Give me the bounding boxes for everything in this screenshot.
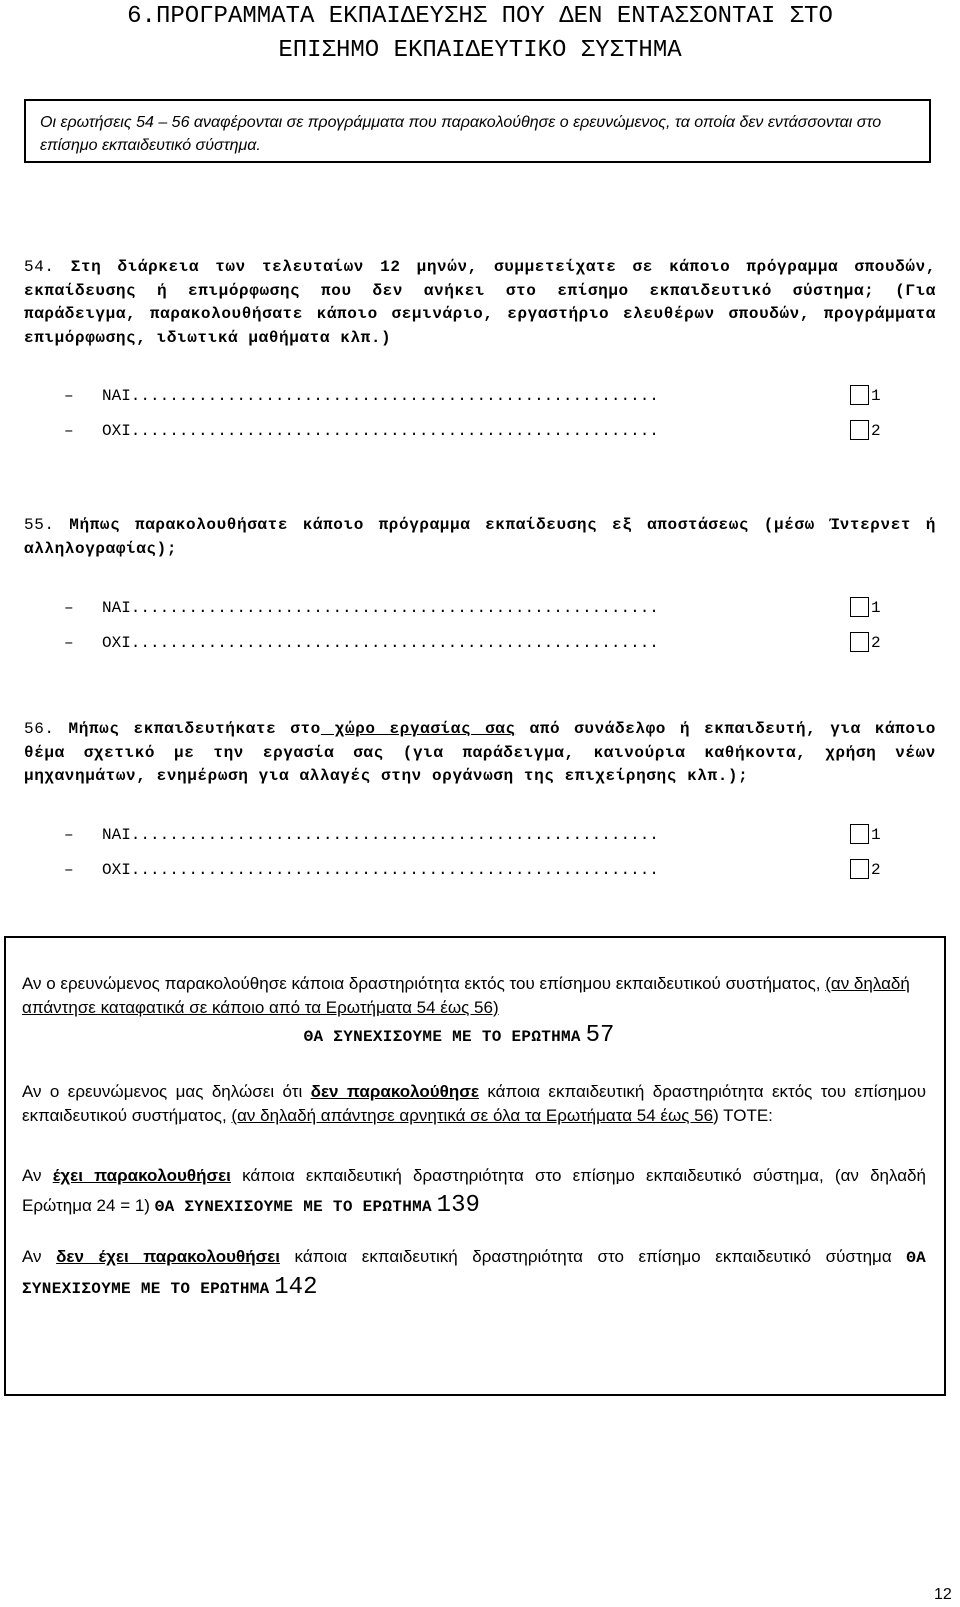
- checkbox[interactable]: [850, 824, 869, 844]
- target-question-number: 139: [436, 1192, 480, 1219]
- continue-label: ΘΑ ΣΥΝΕΧΙΣΟΥΜΕ ΜΕ ΤΟ ΕΡΩΤΗΜΑ: [303, 1028, 581, 1046]
- instruction-emphasis: έχει παρακολουθήσει: [52, 1166, 231, 1185]
- checkbox[interactable]: [850, 597, 869, 617]
- instructions-box: [4, 936, 946, 1396]
- instruction-text: Αν ο ερευνώμενος μας δηλώσει ότι: [22, 1082, 311, 1101]
- option-dash: –: [64, 599, 74, 617]
- instruction-text: ) ΤΟΤΕ:: [713, 1106, 773, 1125]
- question-text-underlined: χώρο εργασίας σας: [320, 720, 516, 738]
- page-number: 12: [934, 1586, 952, 1603]
- target-question-number: 57: [585, 1022, 615, 1049]
- question-55: [24, 514, 936, 561]
- instruction-text: Αν ο ερευνώμενος παρακολούθησε κάποια δραστηριότητα εκτός του επίσημου εκπαιδευτικού συστήματος,: [22, 974, 826, 993]
- question-54: [24, 256, 936, 350]
- instruction-text: κάποια εκπαιδευτική δραστηριότητα εκτός του επίσημου εκπαιδευτικού συστήματος,: [22, 1082, 926, 1125]
- instruction-emphasis: δεν παρακολούθησε: [310, 1082, 479, 1101]
- section-title-line-1: 6.ΠΡΟΓΡΑΜΜΑΤΑ ΕΚΠΑΙΔΕΥΣΗΣ ΠΟΥ ΔΕΝ ΕΝΤΑΣΣΟΝΤΑΙ ΣΤΟ: [127, 3, 833, 30]
- option-code: 2: [871, 861, 881, 879]
- question-text: Στη διάρκεια των τελευταίων 12 μηνών, συμμετείχατε σε κάποιο πρόγραμμα σπουδών, εκπαίδευσης ή επιμόρφωσης που δεν ανήκει στο επίσημο εκπαιδευτικό σύστημα; (Για παράδειγμα, παρακολουθήσατε κάποιο σεμινάριο, εργαστήριο ελευθέρων σπουδών, προγράμματα επιμόρφωσης, ιδιωτικά μαθήματα κλπ.): [24, 258, 936, 347]
- continue-line: [0, 1024, 926, 1049]
- option-dash: –: [64, 422, 74, 440]
- continue-label: ΘΑ ΣΥΝΕΧΙΣΟΥΜΕ ΜΕ ΤΟ ΕΡΩΤΗΜΑ: [22, 1249, 926, 1298]
- option-dash: –: [64, 634, 74, 652]
- option-dash: –: [64, 387, 74, 405]
- option-dash: –: [64, 861, 74, 879]
- instruction-condition: (αν δηλαδή απάντησε καταφατικά σε κάποιο από τα Ερωτήματα 54 έως 56): [22, 974, 910, 1017]
- option-label: ΝΑΙ.......................................................: [102, 599, 659, 617]
- intro-text: Οι ερωτήσεις 54 – 56 αναφέρονται σε προγράμματα που παρακολούθησε ο ερευνώμενος, τα οποία δεν εντάσσονται στο επίσημο εκπαιδευτικό σύστημα.: [40, 114, 882, 154]
- checkbox[interactable]: [850, 859, 869, 879]
- question-text: Μήπως παρακολουθήσατε κάποιο πρόγραμμα εκπαίδευσης εξ αποστάσεως (μέσω Ίντερνετ ή αλληλογραφίας);: [24, 516, 936, 558]
- option-code: 2: [871, 634, 881, 652]
- q56-option-yes[interactable]: [64, 823, 894, 847]
- option-code: 1: [871, 599, 881, 617]
- option-code: 2: [871, 422, 881, 440]
- question-number: 54.: [24, 258, 55, 276]
- section-title-line-2: ΕΠΙΣΗΜΟ ΕΚΠΑΙΔΕΥΤΙΚΟ ΣΥΣΤΗΜΑ: [278, 37, 682, 64]
- instruction-not-attended: [22, 1080, 926, 1128]
- instruction-continue-142: [22, 1242, 926, 1304]
- option-label: ΟΧΙ.......................................................: [102, 861, 659, 879]
- question-text-before: Μήπως εκπαιδευτήκατε στο: [68, 720, 321, 738]
- continue-label: ΘΑ ΣΥΝΕΧΙΣΟΥΜΕ ΜΕ ΤΟ ΕΡΩΤΗΜΑ: [154, 1198, 432, 1216]
- question-number: 56.: [24, 720, 55, 738]
- option-label: ΟΧΙ.......................................................: [102, 422, 659, 440]
- checkbox[interactable]: [850, 420, 869, 440]
- instruction-text: κάποια εκπαιδευτική δραστηριότητα στο επίσημο εκπαιδευτικό σύστημα: [280, 1247, 907, 1266]
- intro-box: [24, 99, 931, 163]
- instruction-text: Αν: [22, 1247, 57, 1266]
- q55-option-yes[interactable]: [64, 596, 894, 620]
- instruction-text: κάποια εκπαιδευτική δραστηριότητα στο επίσημο εκπαιδευτικό σύστημα, (αν δηλαδή Ερώτημα 24 = 1): [22, 1166, 926, 1215]
- option-label: ΝΑΙ.......................................................: [102, 387, 659, 405]
- option-code: 1: [871, 387, 881, 405]
- checkbox[interactable]: [850, 632, 869, 652]
- instruction-continue-57: [22, 972, 926, 1049]
- question-text-after: από συνάδελφο ή εκπαιδευτή, για κάποιο θέμα σχετικό με την εργασία σας (για παράδειγμα, καινούρια καθήκοντα, χρήση νέων μηχανημάτων, ενημέρωση για αλλαγές στην οργάνωση της επιχείρησης κλπ.);: [24, 720, 936, 785]
- instruction-emphasis: δεν έχει παρακολουθήσει: [56, 1247, 281, 1266]
- target-question-number: 142: [274, 1274, 318, 1301]
- option-label: ΟΧΙ.......................................................: [102, 634, 659, 652]
- option-label: ΝΑΙ.......................................................: [102, 826, 659, 844]
- instruction-condition: (αν δηλαδή απάντησε αρνητικά σε όλα τα Ερωτήματα 54 έως 56: [231, 1106, 714, 1125]
- q54-option-yes[interactable]: [64, 384, 894, 408]
- q55-option-no[interactable]: [64, 631, 894, 655]
- q54-option-no[interactable]: [64, 419, 894, 443]
- checkbox[interactable]: [850, 385, 869, 405]
- instruction-text: Αν: [22, 1166, 53, 1185]
- question-number: 55.: [24, 516, 55, 534]
- option-dash: –: [64, 826, 74, 844]
- question-56: [24, 718, 936, 789]
- option-code: 1: [871, 826, 881, 844]
- section-title: [20, 0, 940, 68]
- q56-option-no[interactable]: [64, 858, 894, 882]
- instruction-continue-139: [22, 1161, 926, 1222]
